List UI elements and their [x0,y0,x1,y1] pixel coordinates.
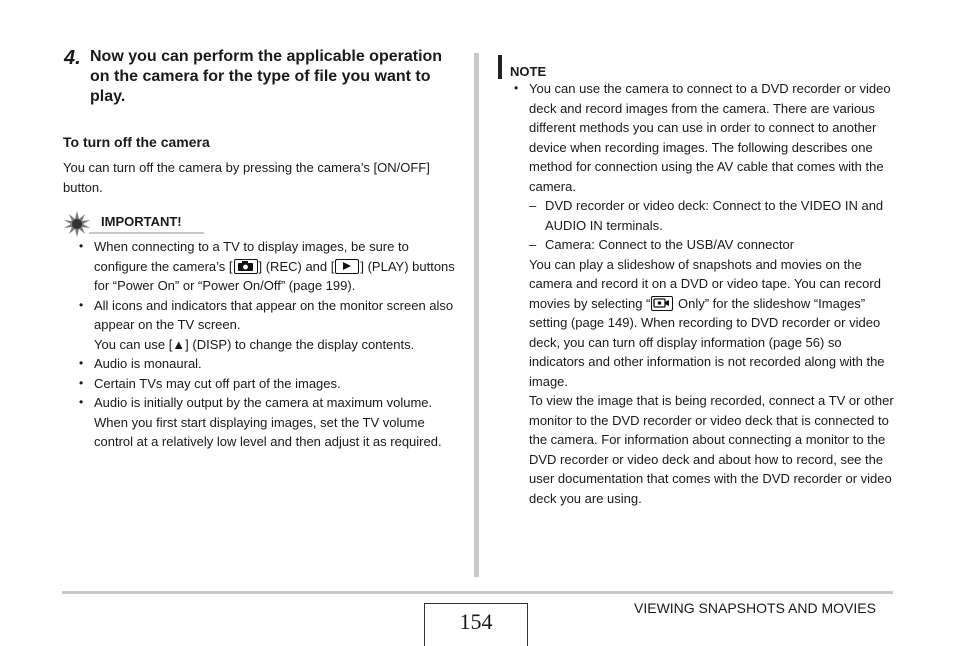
dash-item: – DVD recorder or video deck: Connect to the VIDEO IN and AUDIO IN terminals. [529,198,884,233]
list-item: • Audio is initially output by the camera at maximum volume. When you first start displaying images, set the TV volume control at a relatively low level and then adjust it as required. [79,393,459,452]
list-item: • You can use the camera to connect to a DVD recorder or video deck and record images from the camera. There are various different methods you can use in order to connect to another device when recording images. The following describes one method for connection using the AV cable that comes with the camera. – DVD recorder or video deck: Connect to the VIDEO IN and AUDIO IN terminals. – Camera: Connect to the USB/AV connector You can play a slideshow of snapshots and movies on the camera and record it on a DVD or video tape. You can record movies by selecting “ Only” for the slideshow “Images” setting (page 149). When recording to DVD recorder or video deck, you can turn off display information (page 56) so indicators and other information is not recorded along with the image. To view the image that is being recorded, connect a TV or other monitor to the DVD recorder or video deck that is connected to the camera. For information about connecting a monitor to the DVD recorder or video deck and about how to record, see the user documentation that comes with the DVD recorder or video deck you are using. [514,79,894,508]
important-burst-icon [64,211,90,237]
list-item: • When connecting to a TV to display images, be sure to configure the camera’s [ ] (REC) and [ ] (PLAY) buttons for “Power On” or “Power On/Off” (page 199). [79,237,459,296]
section-title: VIEWING SNAPSHOTS AND MOVIES [634,600,876,616]
page-number: 154 [424,603,528,646]
turn-off-body: You can turn off the camera by pressing the camera’s [ON/OFF] button. [63,160,430,195]
list-item: • Certain TVs may cut off part of the images. [79,374,459,394]
camera-icon [234,259,258,274]
column-divider [474,53,479,577]
important-list [79,237,459,452]
list-item: • Audio is monaural. [79,354,459,374]
important-underline [89,232,204,234]
note-list [514,79,894,508]
step-4 [64,47,464,107]
important-label: IMPORTANT! [101,214,182,229]
step-instruction: Now you can perform the applicable operation on the camera for the type of file you want to play. [90,48,443,105]
play-icon [335,259,359,274]
list-item: • All icons and indicators that appear on the monitor screen also appear on the TV screen. You can use [▲] (DISP) to change the display contents. [79,296,459,355]
footer-rule [62,591,893,594]
dash-item: – Camera: Connect to the USB/AV connector [529,237,795,252]
note-marker [498,55,502,79]
step-number: 4. [64,47,81,69]
note-label: NOTE [510,64,547,79]
movie-only-icon [651,296,673,311]
turn-off-heading: To turn off the camera [63,134,210,150]
